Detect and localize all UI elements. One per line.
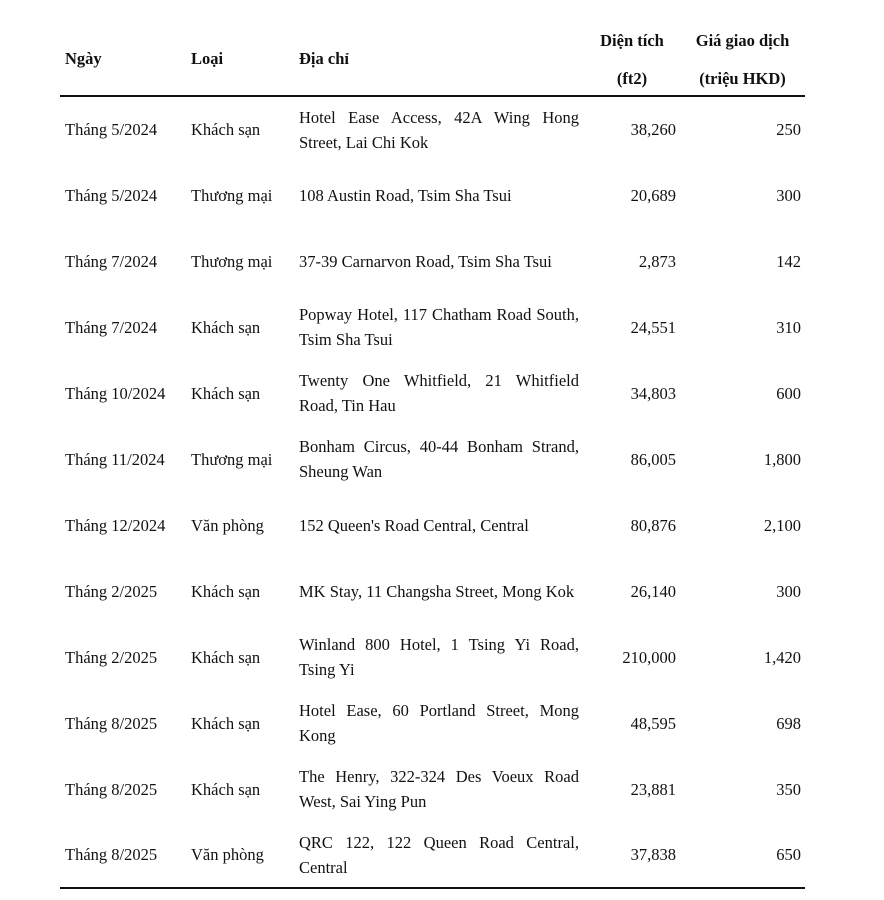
cell-price: 1,420 bbox=[763, 647, 801, 667]
cell-address bbox=[299, 756, 584, 822]
table-row bbox=[60, 624, 805, 690]
cell-area: 24,551 bbox=[630, 317, 676, 337]
table-row bbox=[60, 690, 805, 756]
table-body bbox=[60, 96, 805, 888]
cell-type: Khách sạn bbox=[191, 317, 261, 337]
cell-type: Khách sạn bbox=[191, 647, 261, 667]
cell-type: Khách sạn bbox=[191, 581, 261, 601]
cell-date: Tháng 2/2025 bbox=[65, 647, 158, 667]
table-row bbox=[60, 360, 805, 426]
cell-date: Tháng 10/2024 bbox=[65, 383, 166, 403]
cell-type: Khách sạn bbox=[191, 120, 261, 139]
address-text: Hotel Ease Access, 42A Wing Hong Street, Lai Chi Kok bbox=[299, 107, 579, 152]
cell-area: 34,803 bbox=[630, 383, 676, 403]
address-text: 108 Austin Road, Tsim Sha Tsui bbox=[299, 185, 512, 205]
header-area-line1: Diện tích bbox=[600, 30, 664, 50]
table-row bbox=[60, 822, 805, 888]
table-row bbox=[60, 96, 805, 162]
address-text: Hotel Ease, 60 Portland Street, Mong Kong bbox=[299, 701, 579, 745]
cell-date: Tháng 8/2025 bbox=[65, 779, 158, 799]
cell-area: 80,876 bbox=[630, 515, 676, 535]
cell-area: 210,000 bbox=[622, 647, 676, 667]
table-row bbox=[60, 294, 805, 360]
cell-price: 300 bbox=[776, 185, 801, 205]
cell-price: 250 bbox=[776, 120, 801, 139]
cell-price: 310 bbox=[776, 317, 801, 337]
header-price-line1: Giá giao dịch bbox=[695, 30, 790, 50]
cell-date: Tháng 7/2024 bbox=[65, 251, 158, 271]
cell-date: Tháng 2/2025 bbox=[65, 581, 158, 601]
header-address bbox=[299, 22, 584, 96]
cell-type: Thương mại bbox=[191, 251, 273, 271]
cell-price: 300 bbox=[776, 581, 801, 601]
cell-area: 26,140 bbox=[630, 581, 676, 601]
header-date bbox=[60, 22, 191, 96]
cell-area: 20,689 bbox=[630, 185, 676, 205]
cell-address bbox=[299, 360, 584, 426]
table-row bbox=[60, 162, 805, 228]
header-row bbox=[60, 22, 805, 96]
cell-date: Tháng 7/2024 bbox=[65, 317, 158, 337]
header-date-label: Ngày bbox=[65, 48, 102, 68]
header-price-line2: (triệu HKD) bbox=[699, 68, 786, 88]
address-text: Bonham Circus, 40-44 Bonham Strand, Sheung Wan bbox=[299, 437, 579, 481]
cell-area: 2,873 bbox=[638, 251, 676, 271]
cell-type: Thương mại bbox=[191, 185, 273, 205]
cell-address bbox=[299, 228, 584, 294]
cell-date: Tháng 12/2024 bbox=[65, 515, 166, 535]
cell-address bbox=[299, 294, 584, 360]
cell-area: 86,005 bbox=[630, 449, 676, 469]
cell-type: Văn phòng bbox=[191, 822, 299, 888]
cell-date: Tháng 8/2025 bbox=[65, 713, 158, 733]
address-text: Winland 800 Hotel, 1 Tsing Yi Road, Tsing Yi bbox=[299, 635, 579, 679]
cell-type: Khách sạn bbox=[191, 383, 261, 403]
address-text: 37-39 Carnarvon Road, Tsim Sha Tsui bbox=[299, 251, 552, 271]
cell-address bbox=[299, 96, 584, 162]
address-text: Popway Hotel, 117 Chatham Road South, Tsim Sha Tsui bbox=[299, 305, 579, 349]
header-type-label: Loại bbox=[191, 48, 224, 68]
cell-price: 1,800 bbox=[763, 449, 801, 469]
table-row bbox=[60, 558, 805, 624]
cell-price: 600 bbox=[776, 383, 801, 403]
header-type bbox=[191, 22, 299, 96]
cell-address bbox=[299, 822, 584, 888]
cell-area: 48,595 bbox=[630, 713, 676, 733]
table-row bbox=[60, 492, 805, 558]
cell-area: 23,881 bbox=[630, 779, 676, 799]
table-header bbox=[60, 22, 805, 96]
cell-type: Văn phòng bbox=[191, 515, 264, 535]
cell-price: 650 bbox=[680, 822, 805, 888]
table-row bbox=[60, 756, 805, 822]
cell-date: Tháng 11/2024 bbox=[65, 449, 165, 469]
cell-address bbox=[299, 624, 584, 690]
cell-type: Thương mại bbox=[191, 449, 273, 469]
cell-price: 698 bbox=[776, 713, 801, 733]
cell-price: 142 bbox=[776, 251, 801, 271]
header-price bbox=[680, 22, 805, 96]
address-text: Twenty One Whitfield, 21 Whitfield Road, Tin Hau bbox=[299, 371, 579, 415]
transactions-table bbox=[60, 22, 805, 889]
cell-area: 37,838 bbox=[584, 822, 680, 888]
cell-address bbox=[299, 492, 584, 558]
cell-address bbox=[299, 558, 584, 624]
cell-date: Tháng 5/2024 bbox=[65, 120, 158, 139]
cell-area: 38,260 bbox=[630, 120, 676, 139]
cell-address bbox=[299, 426, 584, 492]
cell-price: 2,100 bbox=[763, 515, 801, 535]
address-text: MK Stay, 11 Changsha Street, Mong Kok bbox=[299, 581, 575, 601]
cell-type: Khách sạn bbox=[191, 779, 261, 799]
table-row bbox=[60, 228, 805, 294]
address-text: The Henry, 322-324 Des Voeux Road West, Sai Ying Pun bbox=[299, 767, 579, 811]
header-address-label: Địa chỉ bbox=[299, 48, 349, 68]
cell-date: Tháng 8/2025 bbox=[60, 822, 191, 888]
address-text: 152 Queen's Road Central, Central bbox=[299, 515, 529, 535]
cell-type: Khách sạn bbox=[191, 713, 261, 733]
header-area bbox=[584, 22, 680, 96]
cell-price: 350 bbox=[776, 779, 801, 799]
table-row bbox=[60, 426, 805, 492]
header-area-line2: (ft2) bbox=[616, 68, 648, 88]
address-text: QRC 122, 122 Queen Road Central, Central bbox=[299, 832, 579, 877]
cell-address bbox=[299, 162, 584, 228]
cell-date: Tháng 5/2024 bbox=[65, 185, 158, 205]
cell-address bbox=[299, 690, 584, 756]
